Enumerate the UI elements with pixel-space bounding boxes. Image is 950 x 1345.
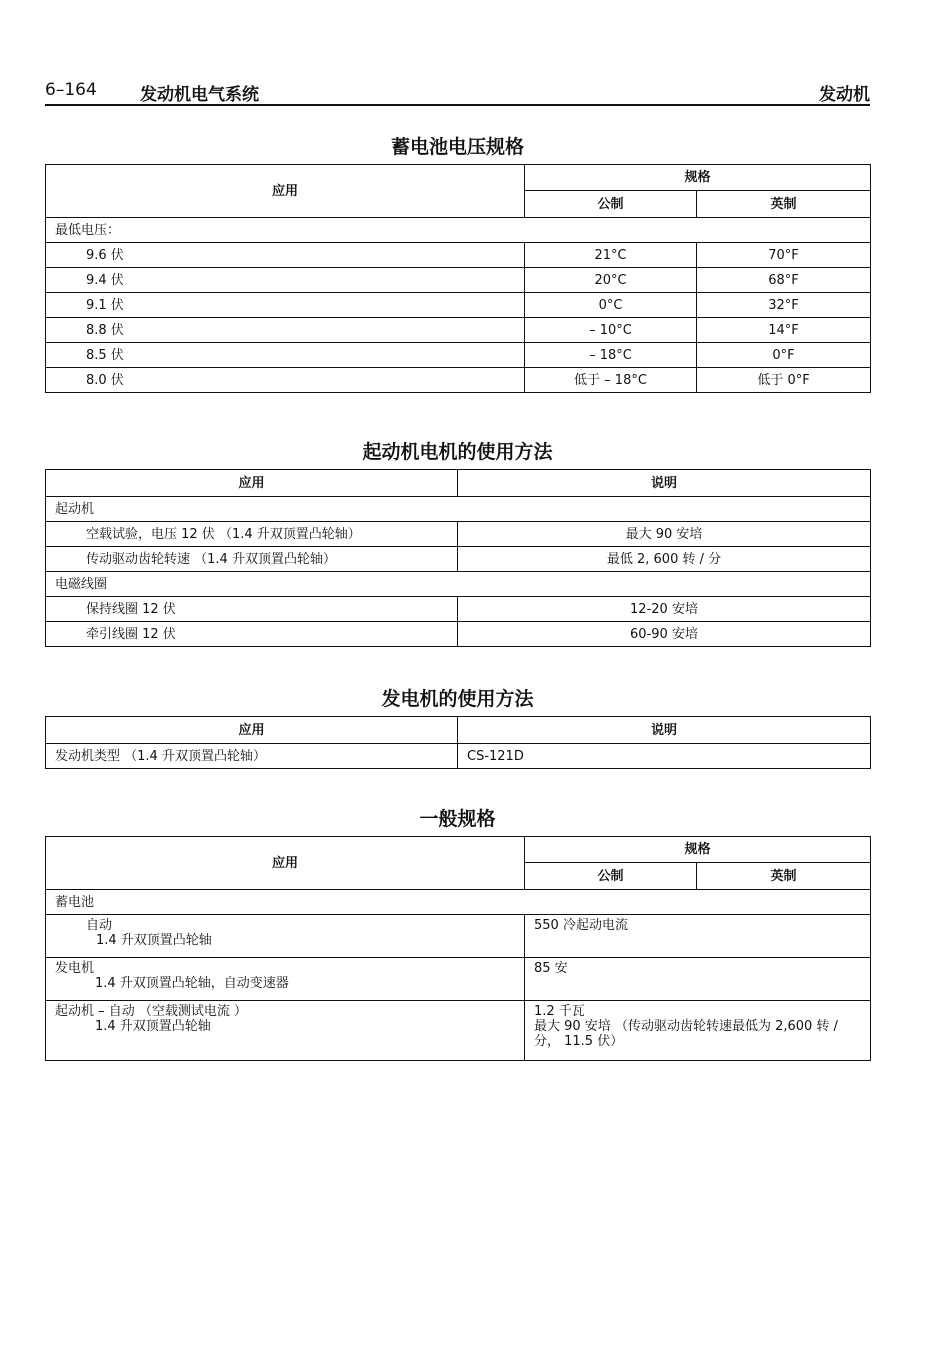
col-imperial: 英制 — [697, 191, 871, 218]
starter-motor-table — [45, 469, 871, 647]
col-application: 应用 — [46, 165, 525, 218]
table-row: 空载试验，电压 12 伏 （1.4 升双顶置凸轮轴） 最大 90 安培 — [46, 522, 871, 547]
general-spec-title: 一般规格 — [419, 808, 496, 830]
table-row: 牵引线圈 12 伏 60-90 安培 — [46, 622, 871, 647]
table-row: 发动机类型 （1.4 升双顶置凸轮轴） CS-121D — [46, 744, 871, 769]
generator-title: 发电机的使用方法 — [381, 688, 534, 710]
col-imperial: 英制 — [697, 863, 871, 890]
table-row: 传动驱动齿轮转速 （1.4 升双顶置凸轮轴） 最低 2, 600 转 / 分 — [46, 547, 871, 572]
table-row: 8.5 伏 – 18°C 0°F — [46, 343, 871, 368]
col-application: 应用 — [46, 470, 458, 497]
battery-voltage-title: 蓄电池电压规格 — [390, 136, 524, 158]
col-description: 说明 — [458, 470, 871, 497]
table-row: 自动 1.4 升双顶置凸轮轴 550 冷起动电流 — [46, 915, 871, 958]
group-label: 最低电压： — [46, 218, 871, 243]
col-application: 应用 — [46, 717, 458, 744]
table-row: 9.6 伏 21°C 70°F — [46, 243, 871, 268]
col-description: 说明 — [458, 717, 871, 744]
col-spec: 规格 — [525, 165, 871, 191]
page-header — [45, 78, 870, 106]
col-metric: 公制 — [525, 191, 697, 218]
table-row: 起动机 – 自动 （空载测试电流 ） 1.4 升双顶置凸轮轴 1.2 千瓦 最大 90 安培 （传动驱动齿轮转速最低为 2,600 转 / 分， 11.5 伏） — [46, 1001, 871, 1061]
table-row: 发电机 1.4 升双顶置凸轮轴，自动变速器 85 安 — [46, 958, 871, 1001]
battery-voltage-table — [45, 164, 871, 393]
section-title: 发动机电气系统 — [140, 85, 259, 105]
page-number: 6–164 — [45, 80, 97, 100]
col-application: 应用 — [46, 837, 525, 890]
table-row: 8.0 伏 低于 – 18°C 低于 0°F — [46, 368, 871, 393]
starter-motor-title: 起动机电机的使用方法 — [362, 441, 553, 463]
generator-table — [45, 716, 871, 769]
group-label: 电磁线圈 — [46, 572, 871, 597]
col-metric: 公制 — [525, 863, 697, 890]
table-row: 保持线圈 12 伏 12-20 安培 — [46, 597, 871, 622]
chapter-title: 发动机 — [819, 85, 870, 105]
table-row: 9.1 伏 0°C 32°F — [46, 293, 871, 318]
table-row: 9.4 伏 20°C 68°F — [46, 268, 871, 293]
col-spec: 规格 — [525, 837, 871, 863]
group-label: 蓄电池 — [46, 890, 871, 915]
table-row: 8.8 伏 – 10°C 14°F — [46, 318, 871, 343]
group-label: 起动机 — [46, 497, 871, 522]
general-spec-table — [45, 836, 871, 1061]
